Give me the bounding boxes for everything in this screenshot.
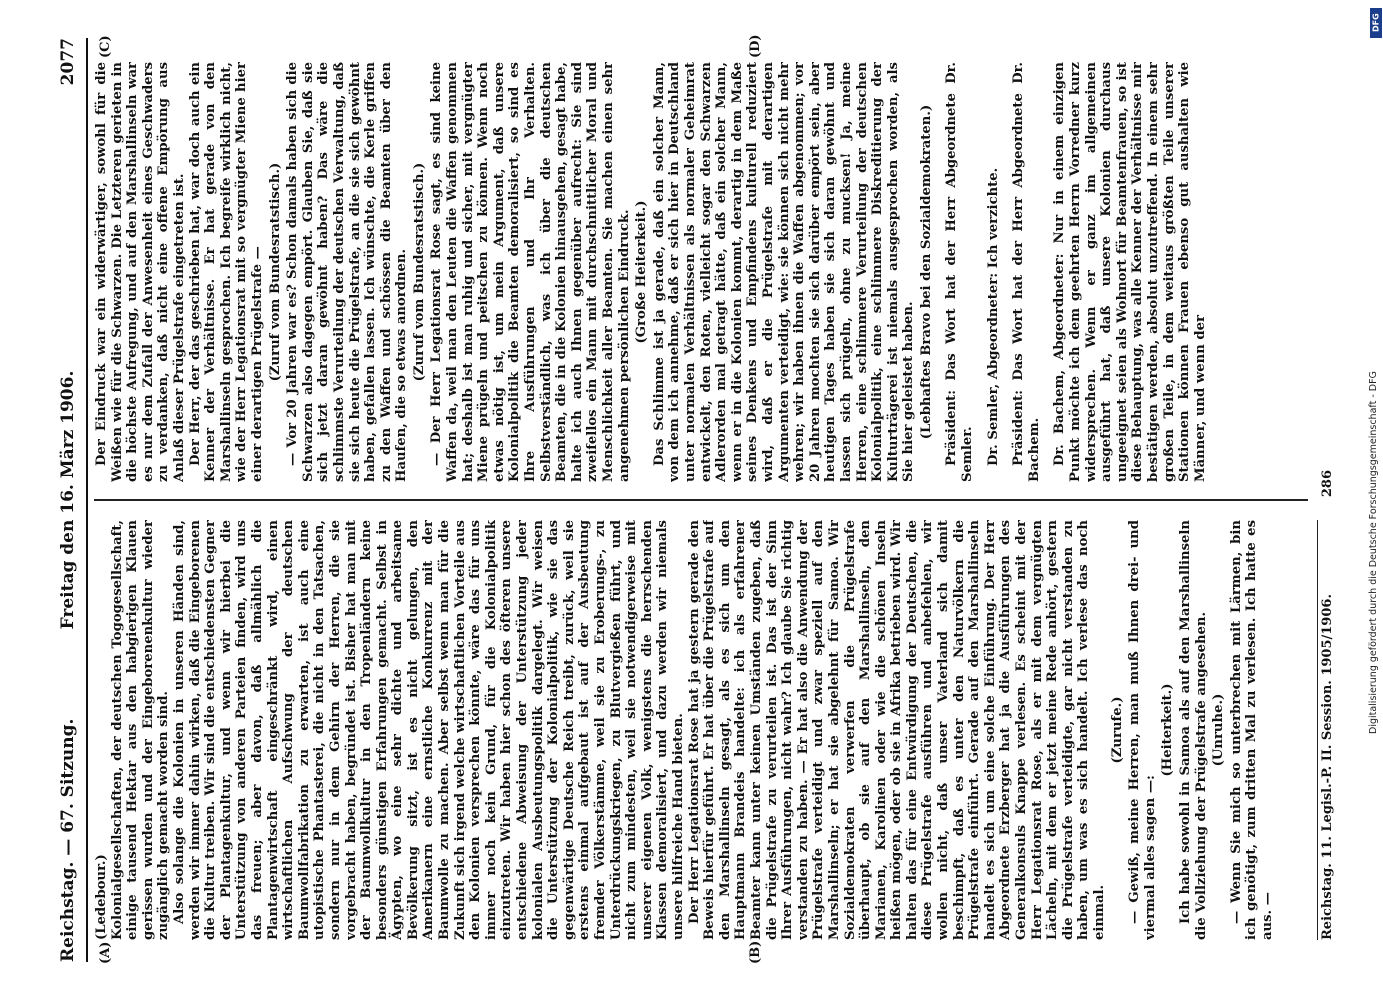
page-footer — [1320, 50, 1344, 940]
interjection: (Zurufe.) — [1109, 696, 1125, 764]
interjection: (Zuruf vom Bundesratstisch.) — [267, 162, 283, 382]
footer-rule — [1317, 520, 1318, 940]
header-rule — [86, 38, 88, 962]
speaker-tag: (Ledebour.) — [94, 854, 109, 940]
interjection: (Unruhe.) — [1211, 693, 1227, 767]
interjection: (Große Heiterkeit.) — [634, 200, 650, 344]
paragraph: — Vor 20 Jahren war es? Schon damals haben sich die Schwarzen also dagegen empört. Glauben Sie, daß sie sich jetzt daran gewöhnt haben? Das wäre die schlimmste Verurteilung der deutschen Verwaltung, daß sie sich heute die Prügelstrafe, an die sie sich gewöhnt haben, gefallen lassen. Ich wünschte, die Kerle griffen zu den Waffen und schössen die Beamten über den Haufen, die so etwas anordnen. — [285, 62, 410, 482]
header-page-number: 2077 — [58, 38, 78, 86]
president-remark: Präsident: Das Wort hat der Herr Abgeordnete Dr. Bachem. — [1011, 62, 1042, 482]
paragraph: Der Eindruck war ein widerwärtiger, sowohl für die Weißen wie für die Schwarzen. Die Letzteren gerieten in die höchste Aufregung, und auf den Marshallinseln war es nur dem Zufall der Anwesenheit eines Geschwaders zu verdanken, daß nicht eine offene Empörung aus Anlaß dieser Prügelstrafe eingetreten ist. — [94, 62, 187, 482]
left-column — [94, 520, 1308, 940]
paragraph: Also solange die Kolonien in unseren Händen sind, werden wir immer dahin wirken, daß die Eingeborenen die Kultur treiben. Wir sind die entschiedensten Gegner der Plantagenkultur, und wenn wir hierbei die Unterstützung von anderen Parteien finden, wird uns das freuen; aber davon, daß allmählich die Plantagenwirtschaft eingeschränkt wird, einen wirtschaftlichen Aufschwung der deutschen Baumwollfabrikation zu erwarten, ist auch eine utopistische Phantasterei, die nicht in den Tatsachen, sondern nur in dem Gehirn der Herren, die sie vorgebracht haben, begründet ist. Bisher hat man mit der Baumwollkultur in den Tropenländern keine besonders günstigen Erfahrungen gemacht. Selbst in Ägypten, wo eine sehr dichte und arbeitsame Bevölkerung sitzt, ist es nicht gelungen, den Amerikanern eine ernstliche Konkurrenz mit der Baumwolle zu machen. Aber selbst wenn man für die Zukunft sich irgend welche wirtschaftlichen Vorteile aus den Kolonien versprechen könnte, wäre das für uns immer noch kein Grund, für die Kolonialpolitik einzutreten. Wir haben hier schon des öfteren unsere entschiedene Abweisung der Unterstützung jeder kolonialen Ausbeutungspolitik dargelegt. Wir weisen die Unterstützung der Kolonialpolitik, wie sie das gegenwärtige Deutsche Reich treibt, zurück, weil sie erstens einmal aufgebaut ist auf der Ausbeutung fremder Völkerstämme, weil sie zu Eroberungs-, zu Unterdrückungskriegen, zu Blutvergießen führt, und nicht zum mindesten, weil sie notwendigerweise mit unserer eigenen Volk, wenigstens die herrschenden Klassen demoralisiert, und dazu werden wir niemals unsere hilfreiche Hand bieten. — [171, 520, 686, 940]
paragraph: Der Herr, der das geschrieben hat, war doch auch ein Kenner der Verhältnisse. Er hat gerade von den Marshallinseln gesprochen. Ich begreife wirklich nicht, wie der Herr Legationsrat mit so vergnügter Miene hier einer derartigen Prügelstrafe — — [187, 62, 265, 482]
footer-sheet-number: 286 — [1320, 470, 1335, 498]
column-divider — [94, 500, 1308, 502]
margin-marker-a: (A) — [98, 941, 113, 964]
quote: Ich habe sowohl in Samoa als auf den Marshallinseln die Vollziehung der Prügelstrafe angesehen. — [1177, 520, 1209, 940]
margin-marker-d: (D) — [748, 34, 763, 58]
interjection: (Zuruf vom Bundesratstisch.) — [411, 162, 427, 382]
paragraph: — Gewiß, meine Herren, man muß Ihnen drei- und viermal alles sagen —: — [1127, 520, 1158, 940]
margin-marker-b: (B) — [748, 940, 763, 964]
paragraph: — Wenn Sie mich so unterbrechen mit Lärmen, bin ich genötigt, zum dritten Mal zu verlesen. Ich hatte es aus. — — [1228, 520, 1275, 940]
paragraph: Das Schlimme ist ja gerade, daß ein solcher Mann, von dem ich annehme, daß er sich hier in Deutschland unter normalen Verhältnissen als normaler Geheimrat entwickelt, den Roten, vielleicht sogar den Schwarzen Adlerorden mal getragt hätte, daß ein solcher Mann, wenn er in die Kolonien kommt, derartig in dem Maße seines Denkens und Empfindens kulturell reduziert wird, daß er die Prügelstrafe mit derartigen Argumenten verteidigt, wie: sie können sich nicht mehr wehren; wir haben ihnen die Waffen abgenommen; vor 20 Jahren mochten sie sich darüber empört sein, aber heutigen Tages haben sie sich daran gewöhnt und lassen sich prügeln, ohne zu mucksen! Ja, meine Herren, eine schlimmere Verurteilung der deutschen Kolonialpolitik, eine schlimmere Diskreditierung der Kulturträgerei ist niemals ausgesprochen worden, als Sie hier geleistet haben. — [651, 62, 917, 482]
dfg-logo-icon: DFG — [1370, 8, 1382, 38]
president-remark: Präsident: Das Wort hat der Herr Abgeordnete Dr. Semler. — [944, 62, 976, 482]
margin-marker-c: (C) — [98, 35, 113, 58]
speaker-remark: Dr. Bachem, Abgeordneter: Nur in einem einzigen Punkt möchte ich dem geehrten Herrn Vorredner kurz widersprechen. Wenn er ganz im allgemeinen ausgeführt hat, daß unsere Kolonien durchaus ungeeignet seien als Wohnort für Beamtenfrauen, so ist diese Behauptung, was alle Kenner der Verhältnisse mir bestätigen werden, absolut unzutreffend. In einem sehr großen Teile, in dem weitaus größten Teile unserer Stationen können Frauen ebenso gut aushalten wie Männer, und wenn der — [1052, 62, 1208, 482]
header-date: Freitag den 16. März 1906. — [58, 370, 78, 630]
paragraph: Der Herr Legationsrat Rose hat ja gestern gerade den Beweis hierfür geführt. Er hat über die Prügelstrafe auf den Marshallinseln gesagt, als es sich um den Hauptmann Brandeis handelte: ich als erfahrener Beamter kann unter keinen Umständen zugeben, daß die Prügelstrafe zu verurteilen ist. Das ist der Sinn Ihrer Ausführungen, nicht wahr? Ich glaube Sie richtig verstanden zu haben. — Er hat also die Anwendung der Prügelstrafe verteidigt und zwar speziell auf den Marshallinseln; er hat sie abgelehnt für Samoa. Wir Sozialdemokraten verwerfen die Prügelstrafe überhaupt, ob sie auf den Marshallinseln, den Marianen, Karolinen oder wie die schönen Inseln heißen mögen, oder ob sie in Afrika betrieben wird. Wir halten das für eine Entwürdigung der Deutschen, die diese Prügelstrafe ausführen und anbefehlen, wir wollen nicht, daß unser Vaterland sich damit beschimpft, daß es unter den Naturvölkern die Prügelstrafe einführt. Gerade auf den Marshallinseln handelt es sich um eine solche Einführung. Der Herr Abgeordnete Erzberger hat ja die Ausführungen des Generalkonsuls Knappe verlesen. Es scheint mit der Herr Legationsrat Rose, als er mit dem vergnügten Lächeln, mit dem er jetzt meine Rede anhört, gestern die Prügelstrafe verteidigte, gar nicht verstanden zu haben, um was es sich handelt. Ich verlese das noch einmal. — [686, 520, 1107, 940]
footer-session: Reichstag. 11. Legisl.-P. II. Session. 1905/1906. — [1320, 594, 1335, 940]
interjection: (Lebhaftes Bravo bei den Sozialdemokraten.) — [918, 104, 934, 440]
header-session: Reichstag. — 67. Sitzung. — [58, 718, 78, 962]
paragraph: — Der Herr Legationsrat Rose sagt, es sind keine Waffen da, weil man den Leuten die Waffen genommen hat; deshalb ist man ruhig und sicher, mit vergnügter Miene prügeln und peitschen zu können. Wenn noch etwas nötig ist, um mein Argument, daß unsere Kolonialpolitik die Beamten demoralisiert, so sind es Ihre Ausführungen und Ihr Verhalten. Selbstverständlich, was ich über die deutschen Beamten, die in die Kolonien hinausgehen, gesagt habe, halte ich auch Ihnen gegenüber aufrecht: Sie sind zweifellos ein Mann mit durchschnittlicher Moral und Menschlichkeit aller Beamten. Sie machen einen sehr angenehmen persönlichen Eindruck. — [429, 62, 632, 482]
speaker-remark: Dr. Semler, Abgeordneter: Ich verzichte. — [985, 167, 1001, 466]
page-header — [54, 30, 84, 970]
digitization-credit: Digitalisierung gefördert durch die Deutsche Forschungsgemeinschaft - DFG — [1368, 371, 1379, 734]
interjection: (Heiterkeit.) — [1160, 683, 1176, 777]
paragraph: Kolonialgesellschaften, der deutschen Togogesellschaft, einige tausend Hektar aus den habgierigen Klauen gerissen wurden und der Eingeborenenkultur wieder zugänglich gemacht worden sind. — [109, 520, 172, 940]
right-column — [94, 62, 1308, 482]
rotated-page — [48, 30, 1358, 970]
